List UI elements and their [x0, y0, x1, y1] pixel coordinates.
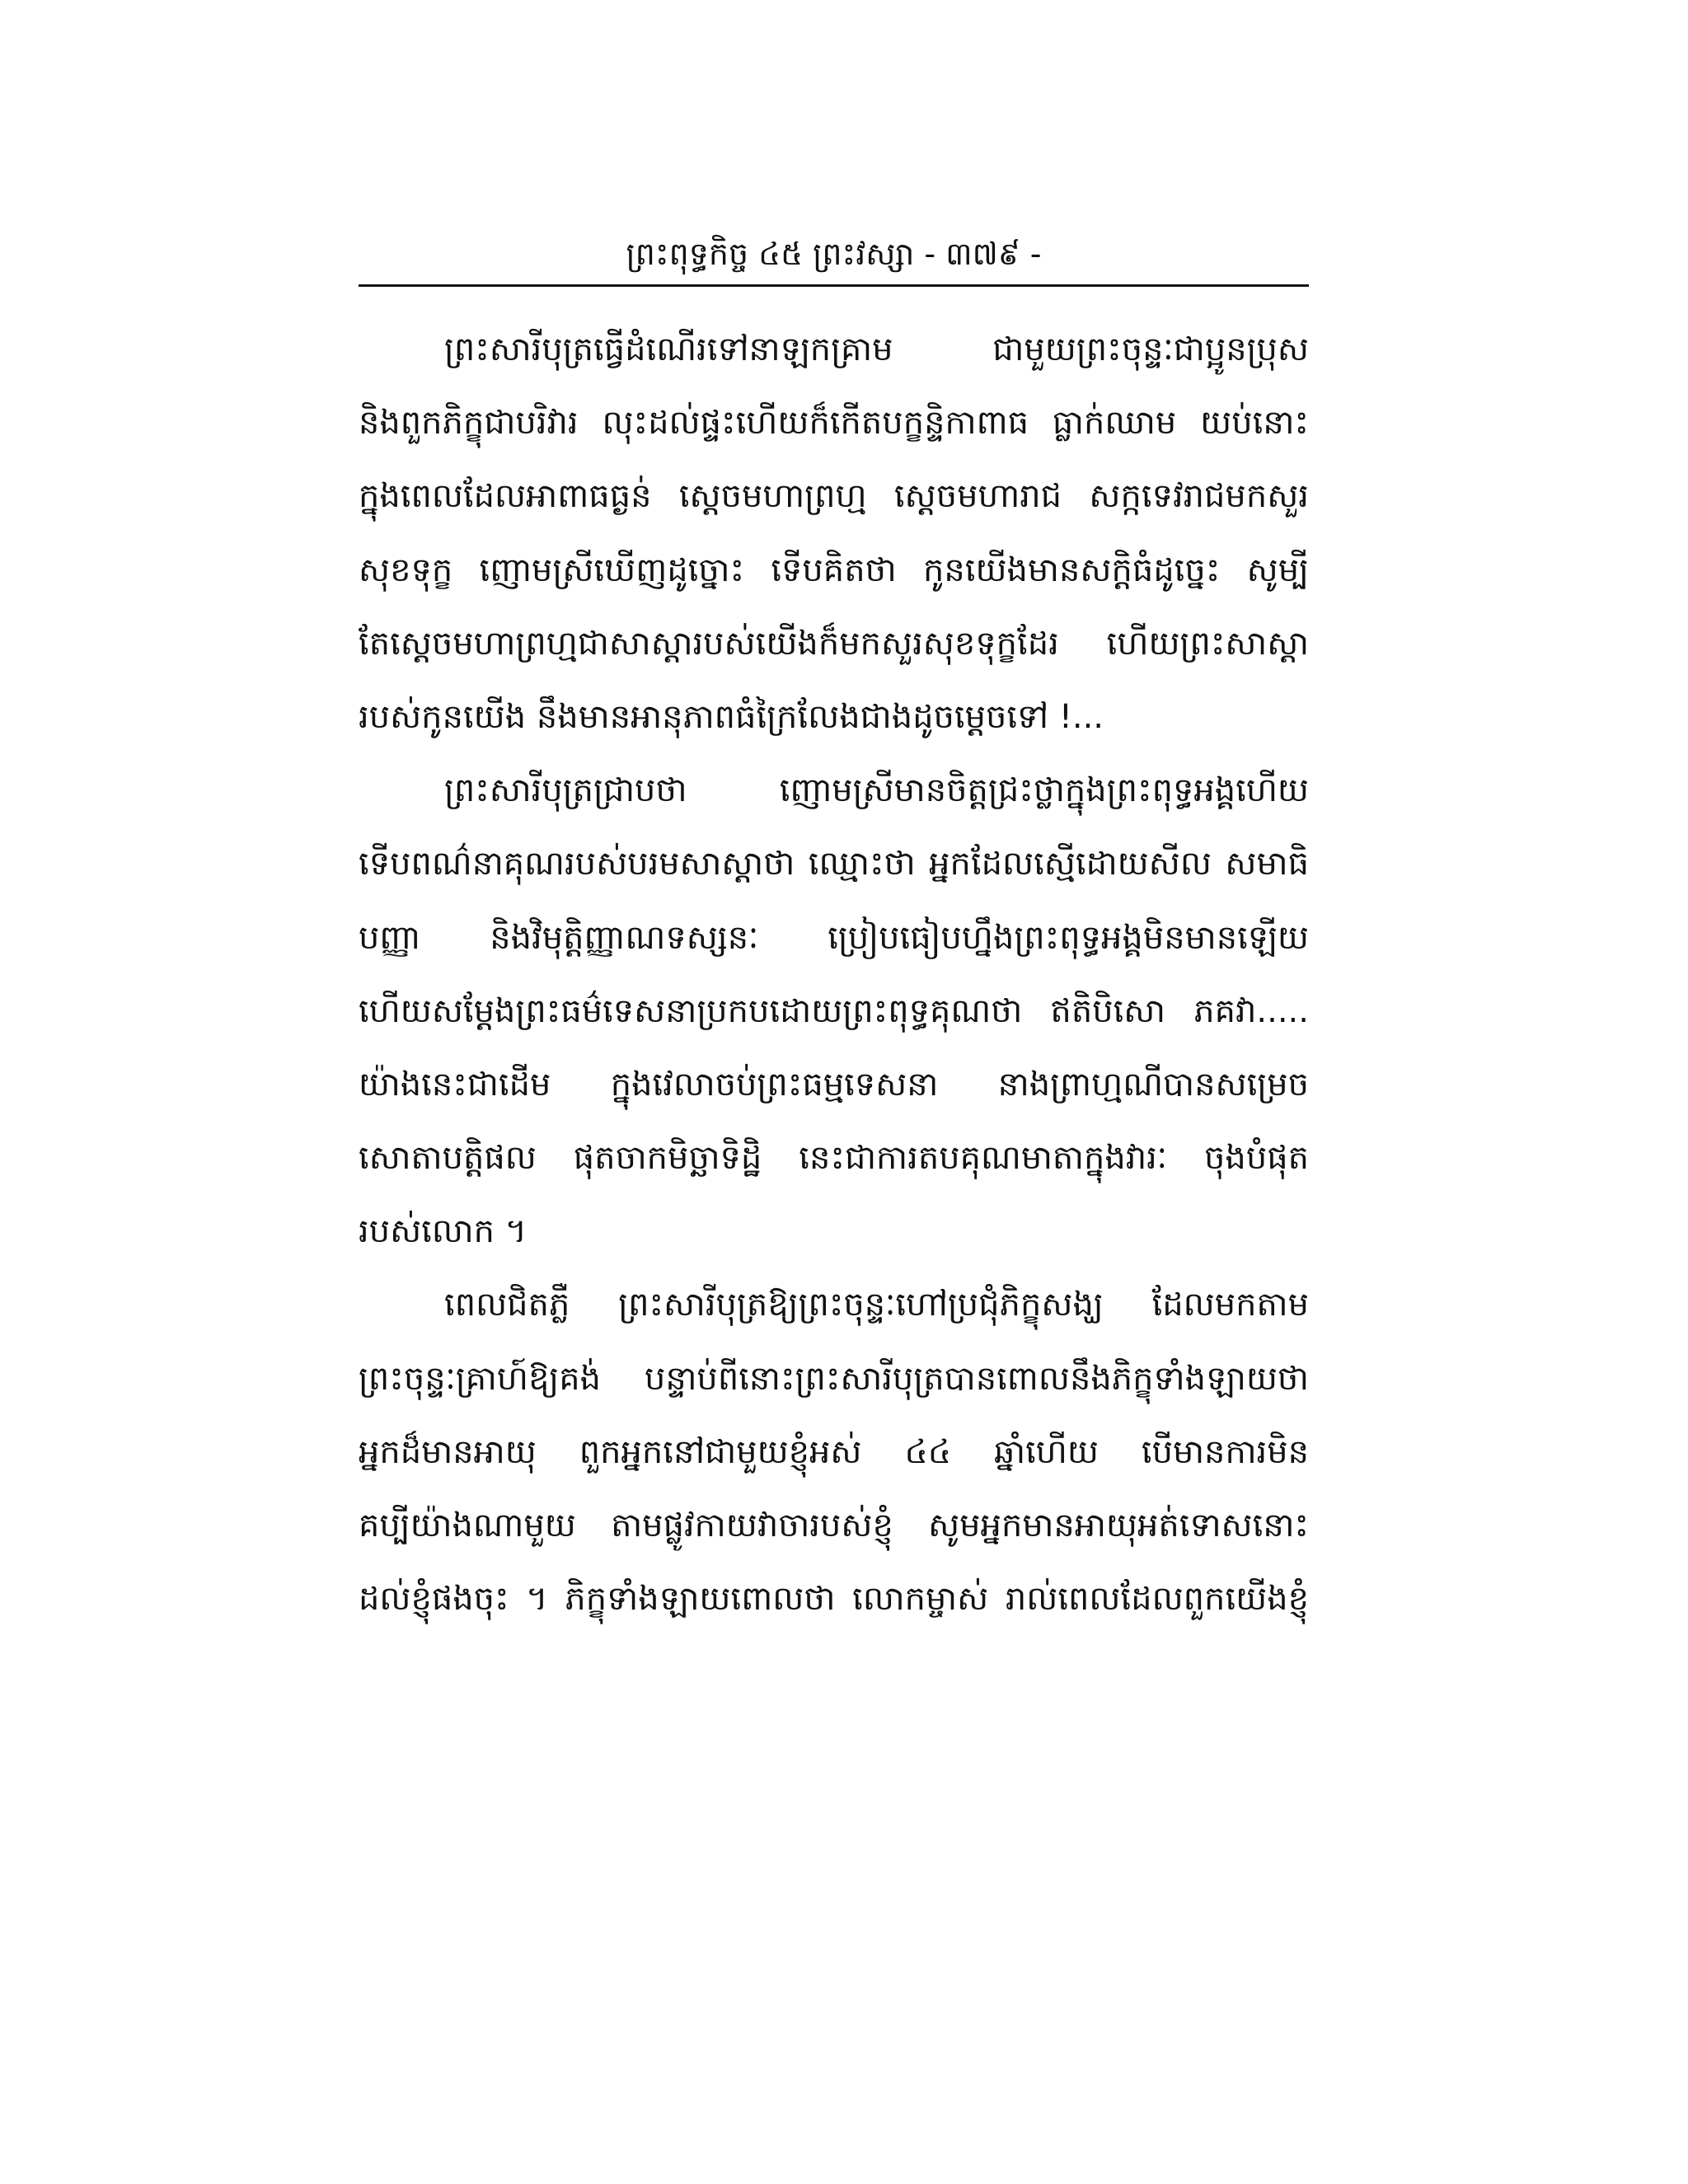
text-line: របស់លោក ។: [359, 1212, 528, 1251]
paragraph-3: [359, 1268, 1309, 1636]
text-line: តែស្ដេចមហាព្រហ្មជាសាស្ដារបស់យើងក៏មកសួរសុខទុក្ខដែរ ហើយព្រះសាស្ដា: [359, 624, 1309, 663]
text-line: សុខទុក្ខ ញោមស្រីឃើញដូច្នោះ ទើបគិតថា កូនយើងមានសក្តិធំដូច្នេះ សូម្បី: [359, 551, 1309, 589]
text-line: ហើយសម្ដែងព្រះធម៌ទេសនាប្រកបដោយព្រះពុទ្ធគុណថា ឥតិបិសោ ភគវា.....: [359, 991, 1309, 1030]
text-line: គប្បីយ៉ាងណាមួយ តាមផ្លូវកាយវាចារបស់ខ្ញុំ សូមអ្នកមានអាយុអត់ទោសនោះ: [359, 1507, 1309, 1544]
text-line: របស់កូនយើង នឹងមានអានុភាពធំក្រៃលែងជាងដូចម្ដេចទៅ !...: [359, 697, 1104, 736]
header-rule: [359, 284, 1309, 287]
body-text: [359, 313, 1309, 1636]
paragraph-2: [359, 754, 1309, 1268]
text-line: យ៉ាងនេះជាដើម ក្នុងវេលាចប់ព្រះធម្មទេសនា នាងព្រាហ្មណីបានសម្រេច: [359, 1065, 1309, 1104]
text-line: និងពួកភិក្ខុជាបរិវារ លុះដល់ផ្ទះហើយក៏កើតបក្ខន្ទិកាពាធ ធ្លាក់ឈាម យប់នោះ: [359, 404, 1309, 443]
running-header: ព្រះពុទ្ធកិច្ច ៤៥ ព្រះវស្សា - ៣៧៩ -: [626, 236, 1042, 272]
text-line: សោតាបត្តិផល ផុតចាកមិច្ឆាទិដ្ឋិ នេះជាការតបគុណមាតាក្នុងវារៈ ចុងបំផុត: [359, 1139, 1309, 1178]
text-line: ក្នុងពេលដែលអាពាធធ្ងន់ ស្ដេចមហាព្រហ្ម ស្ដេចមហារាជ សក្កទេវរាជមកសួរ: [359, 477, 1309, 516]
text-line: ព្រះចុន្ទៈគ្រាហ៍ឱ្យគង់ បន្ទាប់ពីនោះព្រះសារីបុត្របានពោលនឹងភិក្ខុទាំងឡាយថា: [359, 1359, 1309, 1398]
text-line: ព្រះសារីបុត្រជ្រាបថា ញោមស្រីមានចិត្តជ្រះថ្លាក្នុងព្រះពុទ្ធអង្គហើយ: [444, 771, 1309, 810]
text-line: បញ្ញា និងវិមុត្តិញ្ញាណទស្សនៈ ប្រៀបធៀបហ្នឹងព្រះពុទ្ធអង្គមិនមានឡើយ: [359, 918, 1309, 957]
text-line: ដល់ខ្ញុំផងចុះ ។ ភិក្ខុទាំងឡាយពោលថា លោកម្ចាស់ រាល់ពេលដែលពួកយើងខ្ញុំ: [359, 1580, 1309, 1619]
text-line: ទើបពណ៌នាគុណរបស់បរមសាស្ដាថា ឈ្មោះថា អ្នកដែលស្មើដោយសីល សមាធិ: [359, 845, 1309, 883]
text-line: ពេលជិតភ្លឺ ព្រះសារីបុត្រឱ្យព្រះចុន្ទៈហៅប្រជុំភិក្ខុសង្ឃ ដែលមកតាម: [444, 1286, 1309, 1324]
paragraph-1: [359, 313, 1309, 754]
text-line: ព្រះសារីបុត្រធ្វើដំណើរទៅនាឡកគ្រាម ជាមួយព្រះចុន្ទៈជាប្អូនប្រុស: [444, 330, 1309, 368]
text-line: អ្នកដ៏មានអាយុ ពួកអ្នកនៅជាមួយខ្ញុំអស់ ៤៤ ឆ្នាំហើយ បើមានការមិន: [359, 1432, 1309, 1471]
